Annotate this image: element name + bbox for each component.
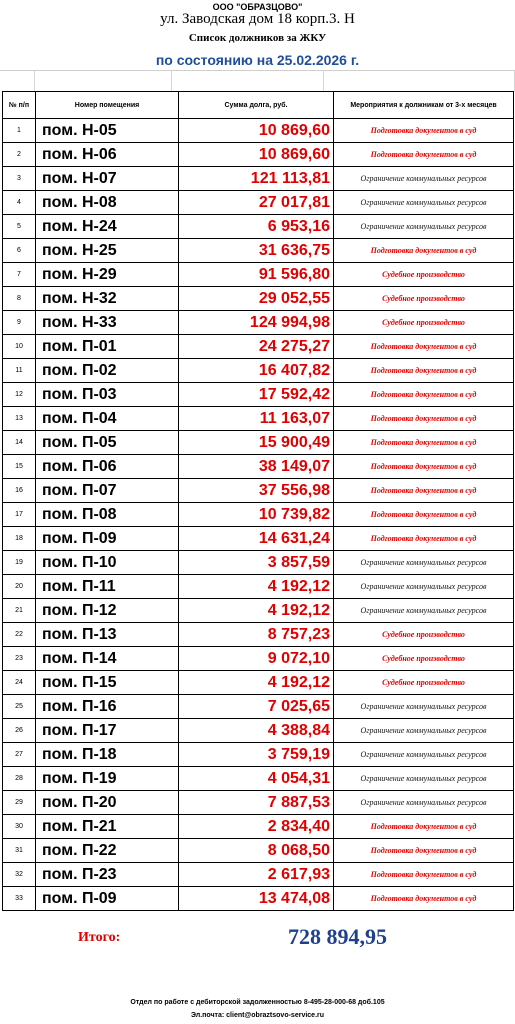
debt-amount: 3 759,19 xyxy=(179,743,334,767)
row-number: 16 xyxy=(3,479,36,503)
room-number: пом. П-02 xyxy=(36,359,179,383)
debt-amount: 8 757,23 xyxy=(179,623,334,647)
row-number: 14 xyxy=(3,431,36,455)
debt-action: Подготовка документов в суд xyxy=(334,407,514,431)
table-row xyxy=(3,647,514,671)
debt-amount: 2 834,40 xyxy=(179,815,334,839)
debt-action: Подготовка документов в суд xyxy=(334,431,514,455)
debt-amount: 9 072,10 xyxy=(179,647,334,671)
debtors-table xyxy=(2,91,514,911)
table-row xyxy=(3,575,514,599)
debt-action: Ограничение коммунальных ресурсов xyxy=(334,719,514,743)
table-row xyxy=(3,335,514,359)
debt-amount: 14 631,24 xyxy=(179,527,334,551)
row-number: 2 xyxy=(3,143,36,167)
table-row xyxy=(3,407,514,431)
table-row xyxy=(3,551,514,575)
table-row xyxy=(3,167,514,191)
table-row xyxy=(3,719,514,743)
row-number: 23 xyxy=(3,647,36,671)
debt-action: Ограничение коммунальных ресурсов xyxy=(334,599,514,623)
room-number: пом. Н-33 xyxy=(36,311,179,335)
debt-action: Судебное производство xyxy=(334,263,514,287)
total-value: 728 894,95 xyxy=(288,924,387,949)
room-number: пом. П-16 xyxy=(36,695,179,719)
room-number: пом. П-14 xyxy=(36,647,179,671)
table-row xyxy=(3,527,514,551)
debt-action: Подготовка документов в суд xyxy=(334,335,514,359)
table-row xyxy=(3,215,514,239)
table-row xyxy=(3,815,514,839)
room-number: пом. Н-05 xyxy=(36,119,179,143)
debt-action: Судебное производство xyxy=(334,671,514,695)
debt-amount: 10 869,60 xyxy=(179,143,334,167)
table-row xyxy=(3,743,514,767)
debt-action: Судебное производство xyxy=(334,623,514,647)
table-row xyxy=(3,791,514,815)
table-row xyxy=(3,767,514,791)
debt-action: Ограничение коммунальных ресурсов xyxy=(334,191,514,215)
debt-amount: 4 192,12 xyxy=(179,671,334,695)
room-number: пом. П-18 xyxy=(36,743,179,767)
debt-action: Ограничение коммунальных ресурсов xyxy=(334,695,514,719)
room-number: пом. П-09 xyxy=(36,887,179,911)
debt-amount: 17 592,42 xyxy=(179,383,334,407)
debt-amount: 24 275,27 xyxy=(179,335,334,359)
table-header-row xyxy=(3,92,514,119)
room-number: пом. П-09 xyxy=(36,527,179,551)
room-number: пом. П-01 xyxy=(36,335,179,359)
table-row xyxy=(3,599,514,623)
debt-amount: 7 025,65 xyxy=(179,695,334,719)
debt-action: Подготовка документов в суд xyxy=(334,143,514,167)
debt-amount: 16 407,82 xyxy=(179,359,334,383)
top-divider xyxy=(0,70,515,71)
table-row xyxy=(3,311,514,335)
debt-action: Ограничение коммунальных ресурсов xyxy=(334,551,514,575)
table-row xyxy=(3,863,514,887)
row-number: 20 xyxy=(3,575,36,599)
room-number: пом. П-20 xyxy=(36,791,179,815)
debt-amount: 31 636,75 xyxy=(179,239,334,263)
room-number: пом. Н-07 xyxy=(36,167,179,191)
room-number: пом. П-11 xyxy=(36,575,179,599)
room-number: пом. П-05 xyxy=(36,431,179,455)
row-number: 31 xyxy=(3,839,36,863)
room-number: пом. П-13 xyxy=(36,623,179,647)
debt-amount: 4 054,31 xyxy=(179,767,334,791)
table-row xyxy=(3,623,514,647)
room-number: пом. П-23 xyxy=(36,863,179,887)
total-label: Итого: xyxy=(78,930,121,945)
table-row xyxy=(3,143,514,167)
room-number: пом. П-10 xyxy=(36,551,179,575)
table-row xyxy=(3,479,514,503)
column-header-number: № п/п xyxy=(3,92,36,119)
row-number: 33 xyxy=(3,887,36,911)
debt-action: Ограничение коммунальных ресурсов xyxy=(334,743,514,767)
room-number: пом. П-17 xyxy=(36,719,179,743)
debt-amount: 4 192,12 xyxy=(179,575,334,599)
room-number: пом. П-22 xyxy=(36,839,179,863)
row-number: 13 xyxy=(3,407,36,431)
row-number: 32 xyxy=(3,863,36,887)
debt-amount: 2 617,93 xyxy=(179,863,334,887)
room-number: пом. П-03 xyxy=(36,383,179,407)
table-row xyxy=(3,383,514,407)
table-row xyxy=(3,239,514,263)
building-address: ул. Заводская дом 18 корп.3. Н xyxy=(160,11,355,27)
room-number: пом. П-06 xyxy=(36,455,179,479)
table-row xyxy=(3,671,514,695)
debt-action: Судебное производство xyxy=(334,287,514,311)
debt-amount: 4 388,84 xyxy=(179,719,334,743)
row-number: 7 xyxy=(3,263,36,287)
column-header-room: Номер помещения xyxy=(36,92,179,119)
debt-amount: 13 474,08 xyxy=(179,887,334,911)
row-number: 17 xyxy=(3,503,36,527)
row-number: 22 xyxy=(3,623,36,647)
row-number: 10 xyxy=(3,335,36,359)
debt-action: Подготовка документов в суд xyxy=(334,383,514,407)
table-row xyxy=(3,455,514,479)
row-number: 30 xyxy=(3,815,36,839)
room-number: пом. Н-24 xyxy=(36,215,179,239)
room-number: пом. Н-25 xyxy=(36,239,179,263)
debt-action: Подготовка документов в суд xyxy=(334,455,514,479)
debt-amount: 10 869,60 xyxy=(179,119,334,143)
room-number: пом. П-12 xyxy=(36,599,179,623)
row-number: 18 xyxy=(3,527,36,551)
row-number: 11 xyxy=(3,359,36,383)
table-body xyxy=(3,119,514,911)
room-number: пом. П-04 xyxy=(36,407,179,431)
debt-action: Подготовка документов в суд xyxy=(334,359,514,383)
debt-action: Подготовка документов в суд xyxy=(334,863,514,887)
room-number: пом. П-19 xyxy=(36,767,179,791)
grid-divider xyxy=(323,71,324,92)
footer-contact-email: Эл.почта: client@obraztsovo-service.ru xyxy=(190,1012,325,1019)
debt-amount: 38 149,07 xyxy=(179,455,334,479)
debt-amount: 15 900,49 xyxy=(179,431,334,455)
table-row xyxy=(3,359,514,383)
debt-amount: 37 556,98 xyxy=(179,479,334,503)
room-number: пом. Н-29 xyxy=(36,263,179,287)
debt-action: Ограничение коммунальных ресурсов xyxy=(334,791,514,815)
debt-action: Ограничение коммунальных ресурсов xyxy=(334,575,514,599)
row-number: 6 xyxy=(3,239,36,263)
room-number: пом. П-07 xyxy=(36,479,179,503)
row-number: 9 xyxy=(3,311,36,335)
organization-name: ООО "ОБРАЗЦОВО" xyxy=(212,2,303,12)
report-date: по состоянию на 25.02.2026 г. xyxy=(155,52,360,68)
room-number: пом. П-08 xyxy=(36,503,179,527)
debt-amount: 4 192,12 xyxy=(179,599,334,623)
debt-amount: 3 857,59 xyxy=(179,551,334,575)
debt-action: Подготовка документов в суд xyxy=(334,887,514,911)
debt-action: Подготовка документов в суд xyxy=(334,815,514,839)
row-number: 28 xyxy=(3,767,36,791)
row-number: 19 xyxy=(3,551,36,575)
debt-action: Подготовка документов в суд xyxy=(334,839,514,863)
debt-action: Подготовка документов в суд xyxy=(334,119,514,143)
debt-action: Подготовка документов в суд xyxy=(334,239,514,263)
row-number: 5 xyxy=(3,215,36,239)
debt-action: Ограничение коммунальных ресурсов xyxy=(334,167,514,191)
row-number: 12 xyxy=(3,383,36,407)
grid-divider xyxy=(171,71,172,92)
debt-amount: 124 994,98 xyxy=(179,311,334,335)
grid-divider xyxy=(34,71,35,92)
table-row xyxy=(3,503,514,527)
debt-action: Подготовка документов в суд xyxy=(334,479,514,503)
debt-action: Подготовка документов в суд xyxy=(334,527,514,551)
row-number: 3 xyxy=(3,167,36,191)
table-row xyxy=(3,431,514,455)
column-header-action: Мероприятия к должникам от 3-х месяцев xyxy=(334,92,514,119)
table-row xyxy=(3,695,514,719)
row-number: 27 xyxy=(3,743,36,767)
room-number: пом. Н-08 xyxy=(36,191,179,215)
row-number: 21 xyxy=(3,599,36,623)
debt-amount: 8 068,50 xyxy=(179,839,334,863)
room-number: пом. П-15 xyxy=(36,671,179,695)
debt-amount: 7 887,53 xyxy=(179,791,334,815)
row-number: 24 xyxy=(3,671,36,695)
column-header-sum: Сумма долга, руб. xyxy=(179,92,334,119)
table-row xyxy=(3,119,514,143)
table-row xyxy=(3,263,514,287)
debt-action: Подготовка документов в суд xyxy=(334,503,514,527)
row-number: 8 xyxy=(3,287,36,311)
row-number: 1 xyxy=(3,119,36,143)
debt-amount: 10 739,82 xyxy=(179,503,334,527)
room-number: пом. П-21 xyxy=(36,815,179,839)
debt-action: Судебное производство xyxy=(334,647,514,671)
debt-action: Ограничение коммунальных ресурсов xyxy=(334,215,514,239)
row-number: 4 xyxy=(3,191,36,215)
debt-amount: 91 596,80 xyxy=(179,263,334,287)
debt-amount: 6 953,16 xyxy=(179,215,334,239)
table-row xyxy=(3,191,514,215)
room-number: пом. Н-06 xyxy=(36,143,179,167)
debt-amount: 29 052,55 xyxy=(179,287,334,311)
debt-action: Ограничение коммунальных ресурсов xyxy=(334,767,514,791)
debt-amount: 121 113,81 xyxy=(179,167,334,191)
list-subtitle: Список должников за ЖКУ xyxy=(188,32,327,44)
room-number: пом. Н-32 xyxy=(36,287,179,311)
debt-amount: 11 163,07 xyxy=(179,407,334,431)
debt-action: Судебное производство xyxy=(334,311,514,335)
table-row xyxy=(3,287,514,311)
row-number: 26 xyxy=(3,719,36,743)
row-number: 29 xyxy=(3,791,36,815)
footer-contact-phone: Отдел по работе с дебиторской задолженностью 8-495-28-000-68 доб.105 xyxy=(130,999,385,1006)
table-row xyxy=(3,887,514,911)
debt-amount: 27 017,81 xyxy=(179,191,334,215)
row-number: 25 xyxy=(3,695,36,719)
row-number: 15 xyxy=(3,455,36,479)
table-row xyxy=(3,839,514,863)
